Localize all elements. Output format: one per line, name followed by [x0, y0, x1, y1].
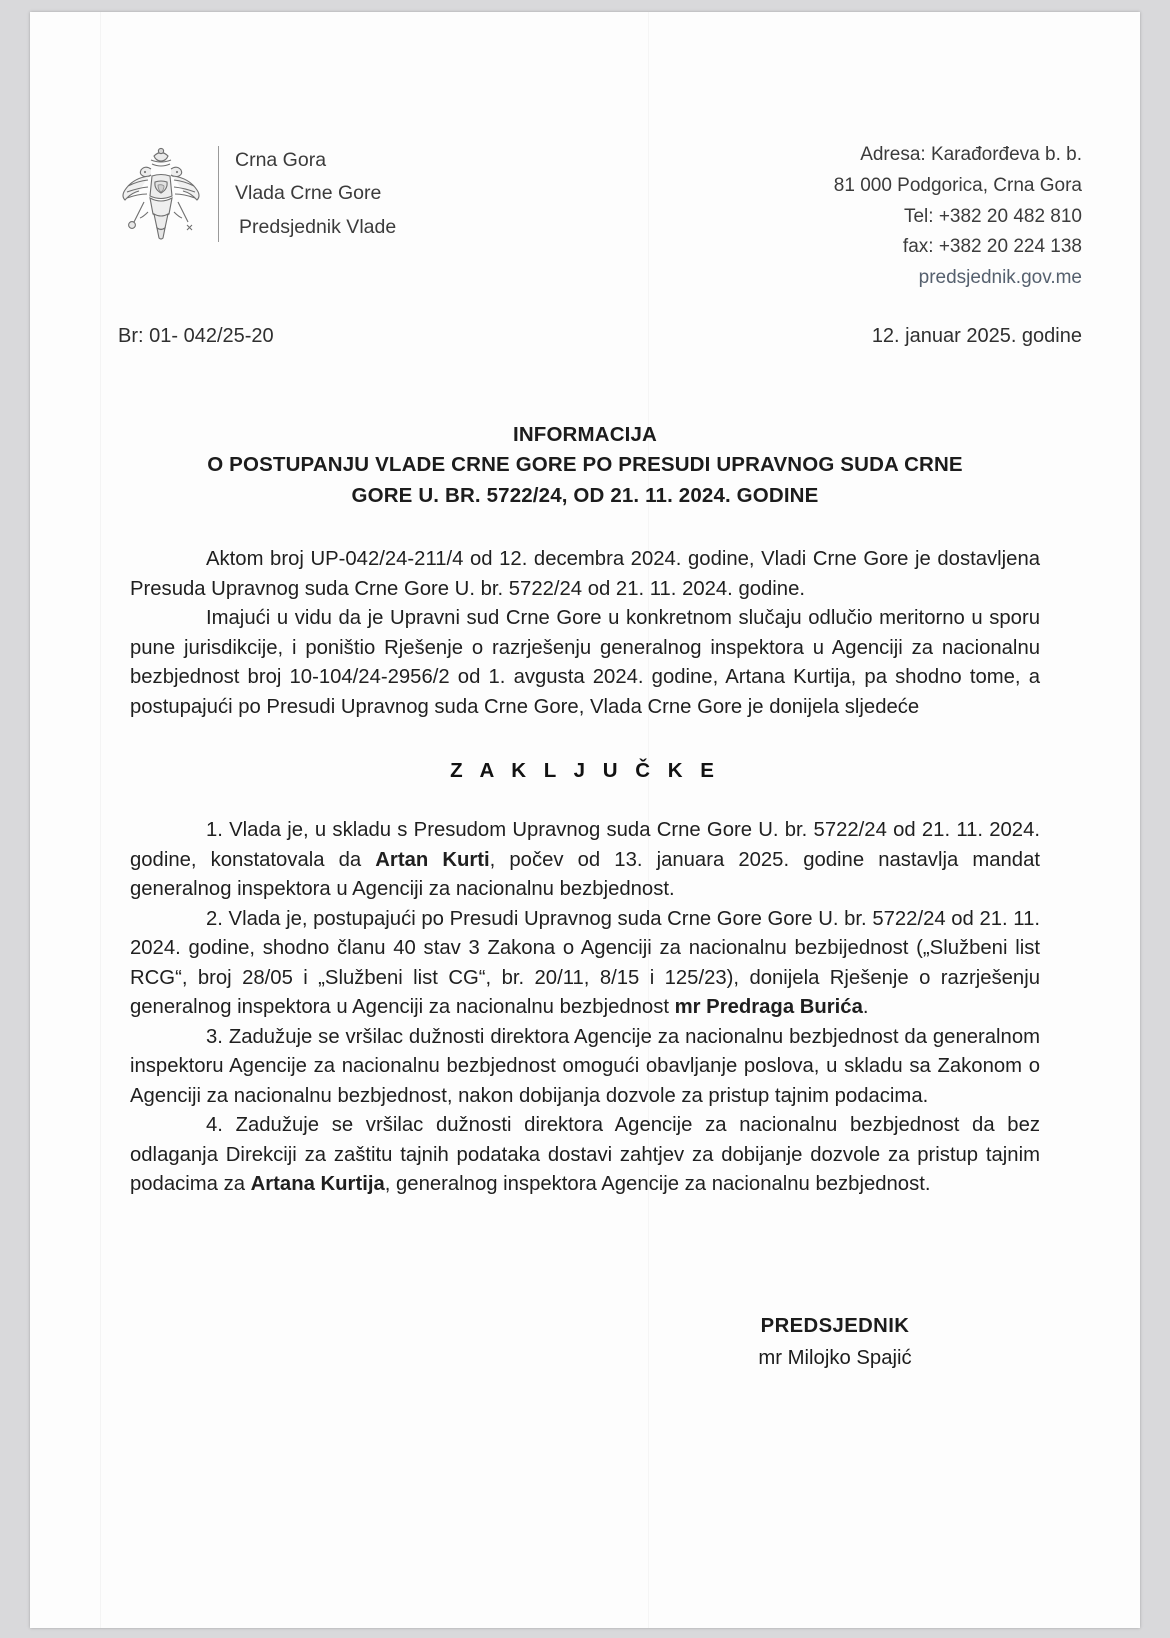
page-title — [135, 420, 1035, 511]
document-sheet — [30, 12, 1140, 1628]
conclusion-1-text-part-2: , počev od 13. januara 2025. godine nastavlja mandat generalnog inspektora u Agenciji za nacionalnu bezbjednost. — [130, 848, 1040, 901]
letterhead-organization-names — [235, 144, 396, 245]
document-date: 12. januar 2025. godine — [871, 325, 1082, 347]
contact-fax: fax: +382 20 224 138 — [902, 236, 1082, 258]
contact-website[interactable]: predsjednik.gov.me — [918, 267, 1082, 289]
conclusions-heading: Z A K L J U Č K E — [450, 759, 720, 783]
conclusion-item-1 — [130, 816, 1040, 905]
reference-number: Br: 01- 042/25-20 — [118, 325, 274, 347]
conclusion-2-person-name: mr Predraga Burića — [674, 996, 863, 1019]
org-country: Crna Gora — [235, 148, 327, 171]
signature-block — [670, 1310, 1000, 1374]
conclusion-4-text-part-1: 4. Zadužuje se vršilac dužnosti direktora Agencije za nacionalnu bezbjednost da bez odlaganja Direkciji za zaštitu tajnih podataka dostavi zahtjev za dobijanje dozvole za pristup tajnim podacima za — [130, 1114, 1040, 1196]
intro-paragraph-2: Imajući u vidu da je Upravni sud Crne Gore u konkretnom slučaju odlučio meritorno u sporu pune jurisdikcije, i poništio Rješenje o razrješenju generalnog inspektora u Agenciji za nacionalnu bezbjednost broj 10-104/24-2956/2 od 1. avgusta 2024. godine, Artana Kurtija, pa shodno tome, a postupajući po Presudi Upravnog suda Crne Gore, Vlada Crne Gore je donijela sljedeće — [130, 607, 1040, 718]
conclusion-1-person-name: Artan Kurti — [375, 848, 490, 871]
signatory-name: mr Milojko Spajić — [758, 1347, 912, 1370]
letterhead-organization-block — [118, 140, 396, 248]
conclusion-2-text-part-1: 2. Vlada je, postupajući po Presudi Upravnog suda Crne Gore Gore U. br. 5722/24 od 21. 11. 2024. godine, shodno članu 40 stav 3 Zakona o Agenciji za nacionalnu bezbijednost („Službeni list RCG“, broj 28/05 i „Službeni list CG“, br. 20/11, 8/15 i 125/23), donijela Rješenje o razrješenju generalnog inspektora u Agenciji za nacionalnu bezbjednost — [130, 907, 1040, 1019]
document-body — [130, 545, 1040, 1200]
letterhead-divider — [218, 146, 219, 242]
letterhead-contact-block — [834, 140, 1082, 294]
org-government: Vlada Crne Gore — [235, 182, 382, 205]
intro-paragraph-1: Aktom broj UP-042/24-211/4 od 12. decembra 2024. godine, Vladi Crne Gore je dostavljena Presuda Upravnog suda Crne Gore U. br. 5722/24 od 21. 11. 2024. godine. — [130, 548, 1040, 600]
conclusion-item-4 — [130, 1111, 1040, 1200]
title-line-1: INFORMACIJA — [512, 423, 657, 446]
conclusion-item-2 — [130, 905, 1040, 1023]
conclusion-1-text-part-1: 1. Vlada je, u skladu s Presudom Upravnog suda Crne Gore U. br. 5722/24 od 21. 11. 2024. godine, konstatovala da — [130, 819, 1040, 871]
conclusion-4-text-part-2: , generalnog inspektora Agencije za nacionalnu bezbjednost. — [384, 1173, 931, 1196]
org-office: Predsjednik Vlade — [239, 215, 397, 238]
conclusion-4-person-name: Artana Kurtija — [250, 1173, 385, 1196]
signatory-role: PREDSJEDNIK — [760, 1315, 910, 1337]
montenegro-coat-of-arms-icon — [118, 140, 204, 248]
document-content — [30, 12, 1140, 1628]
contact-address: Adresa: Karađorđeva b. b. — [860, 144, 1082, 165]
title-line-2: O POSTUPANJU VLADE CRNE GORE PO PRESUDI UPRAVNOG SUDA CRNE — [207, 453, 963, 477]
contact-telephone: Tel: +382 20 482 810 — [903, 205, 1082, 227]
title-line-3: GORE U. BR. 5722/24, OD 21. 11. 2024. GODINE — [351, 483, 819, 507]
contact-city: 81 000 Podgorica, Crna Gora — [833, 174, 1082, 196]
reference-line — [30, 325, 1140, 348]
conclusion-2-text-part-2: . — [862, 996, 869, 1019]
letterhead — [30, 140, 1140, 294]
conclusion-item-3: 3. Zadužuje se vršilac dužnosti direktora Agencije za nacionalnu bezbjednost da generalnom inspektoru Agencije za nacionalnu bezbjednost omogući obavljanje poslova, u skladu sa Zakonom o Agenciji za nacionalnu bezbjednost, nakon dobijanja dozvole za pristup tajnim podacima. — [130, 1025, 1040, 1107]
